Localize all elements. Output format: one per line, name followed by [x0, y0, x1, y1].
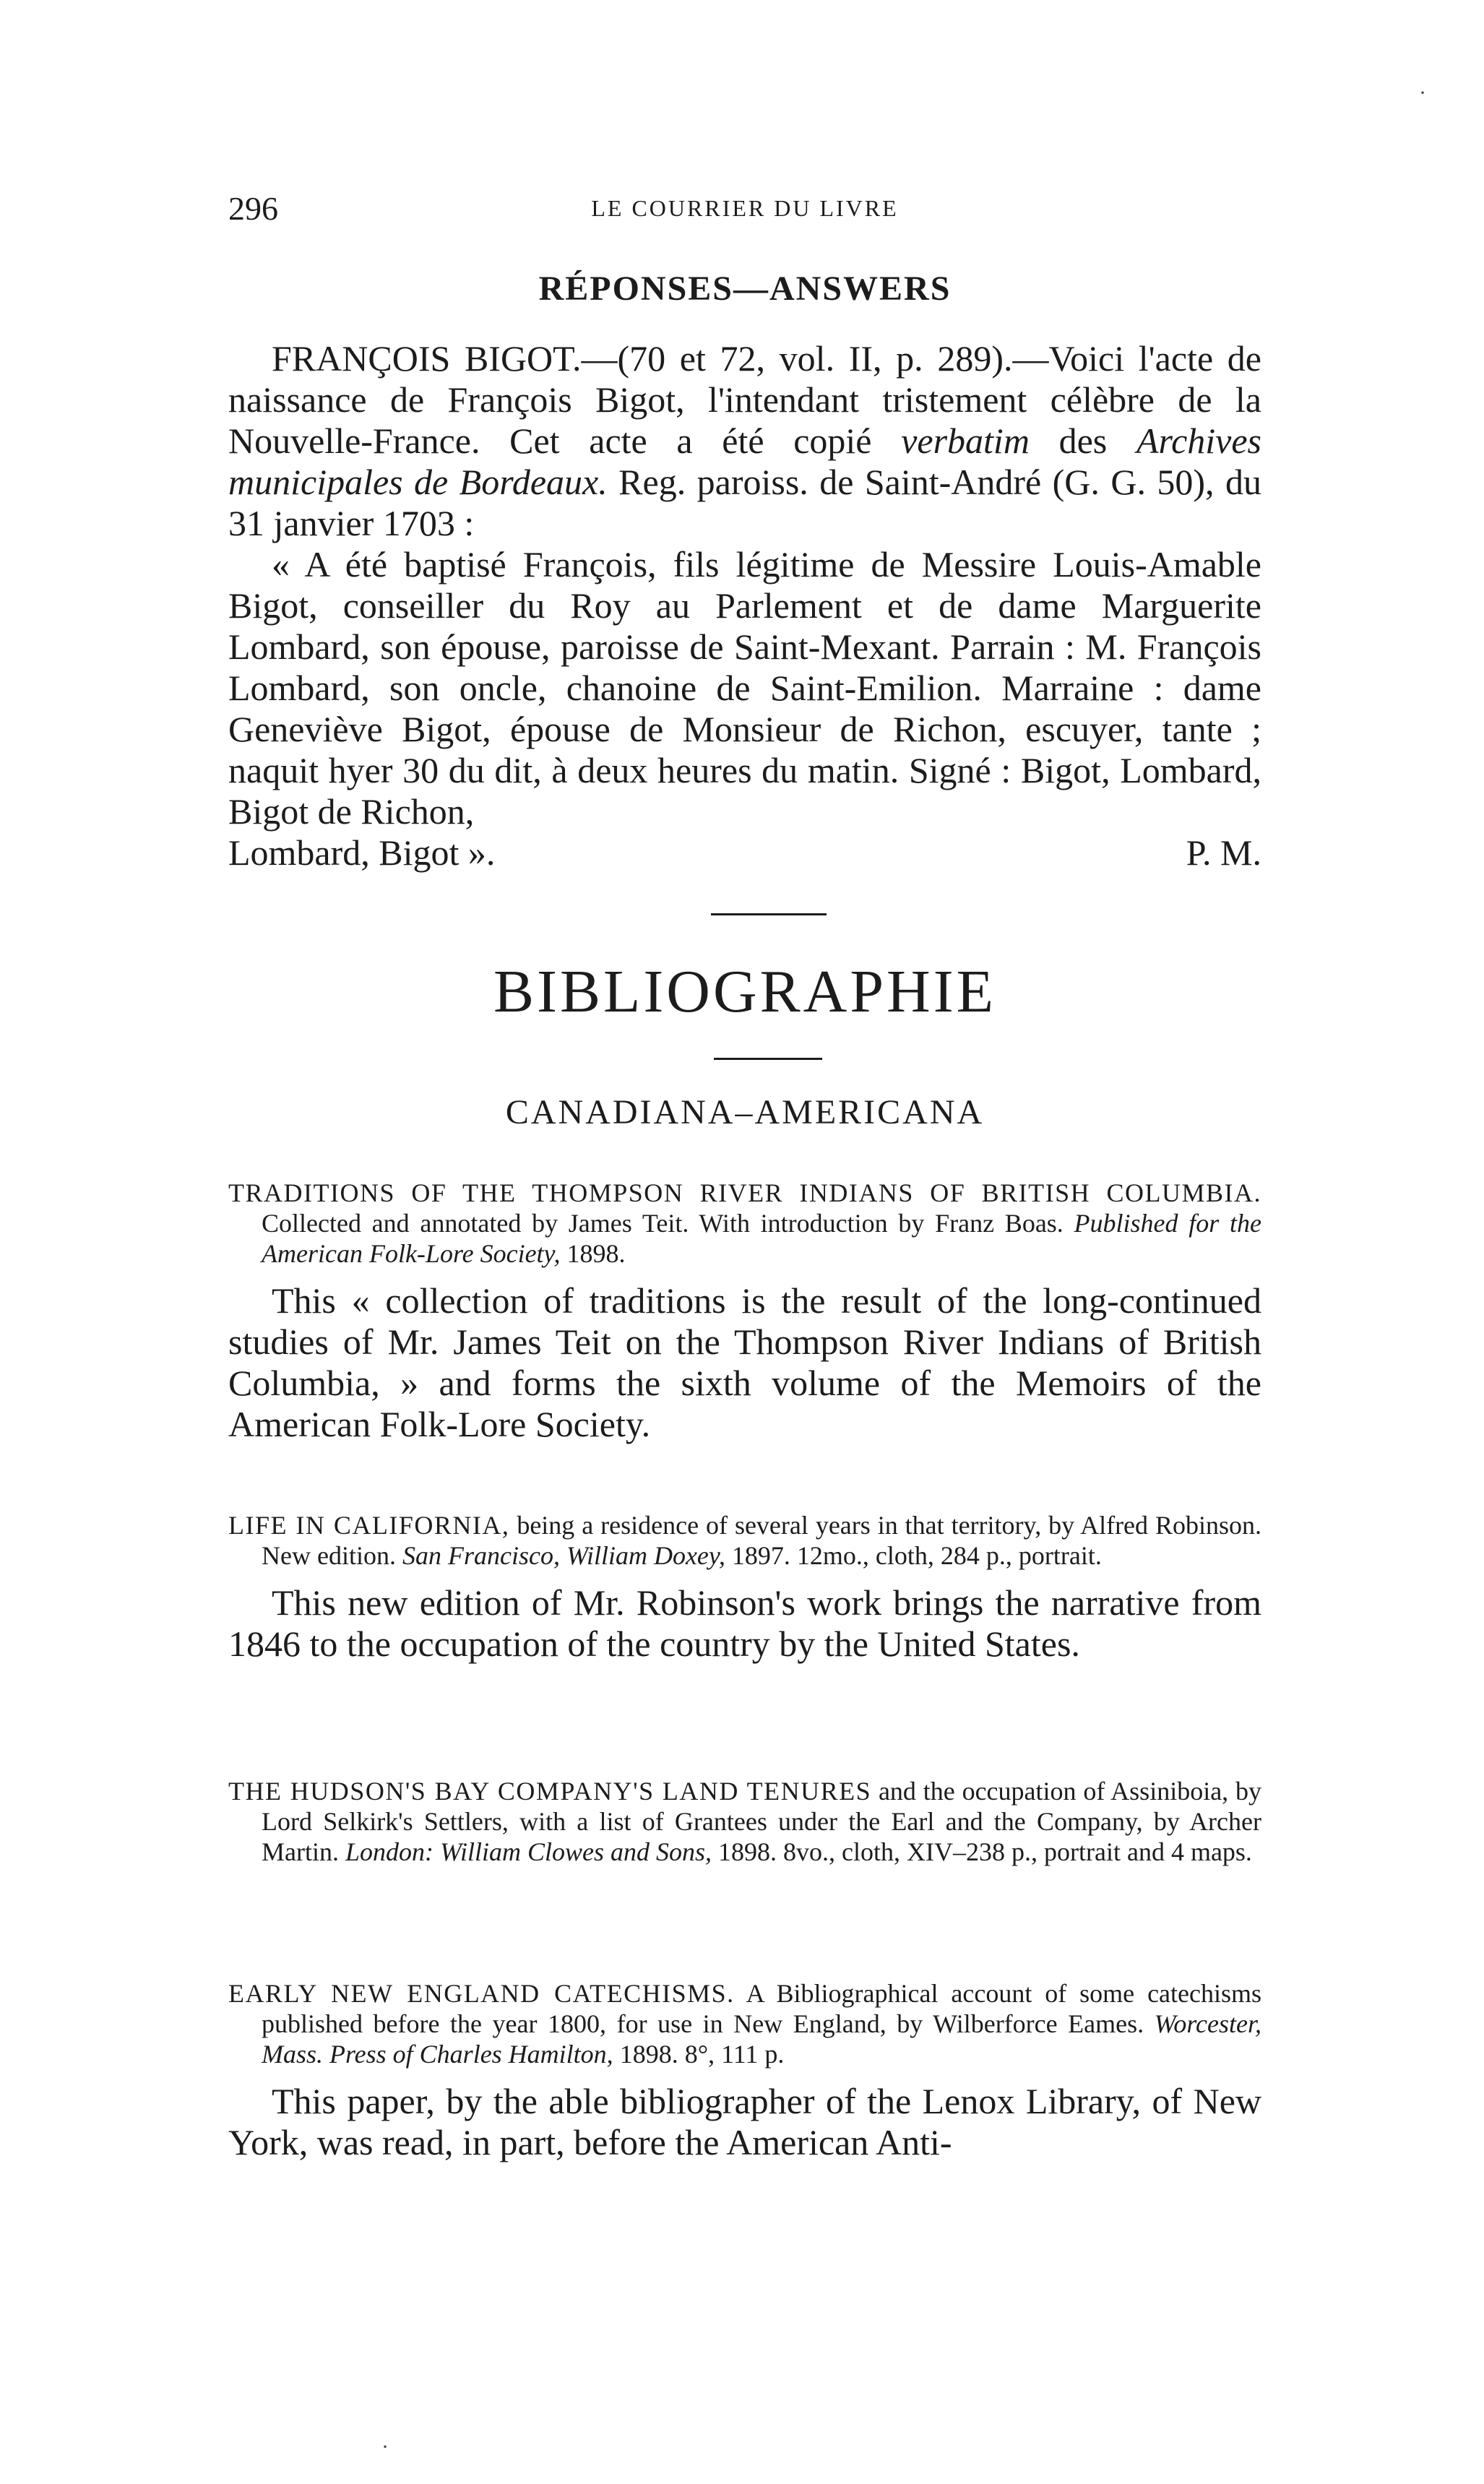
entry-citation: LIFE IN CALIFORNIA, being a residence of several years in that territory, by Alfred Robinson. New edition. San Francisco, William Doxey, 1897. 12mo., cloth, 284 p., portrait.: [228, 1511, 1262, 1570]
answers-section: [228, 269, 1261, 309]
author-initials: P. M.: [1186, 832, 1261, 873]
divider-rule: [711, 913, 827, 915]
bibliography-entry: [228, 1978, 1261, 2163]
quote-signature-line: [228, 832, 1261, 874]
page-number: 296: [228, 190, 278, 227]
entry-citation: TRADITIONS OF THE THOMPSON RIVER INDIANS OF BRITISH COLUMBIA. Collected and annotated by James Teit. With introduction by Franz Boas. Published for the American Folk-Lore Society, 1898.: [228, 1178, 1261, 1268]
quote-end: Lombard, Bigot ».: [228, 832, 496, 873]
bibliography-subtitle: CANADIANA–AMERICANA: [505, 1093, 985, 1131]
bibliography-entry: [228, 1178, 1261, 1445]
answers-body: [228, 338, 1261, 874]
scan-speck: ·: [1419, 81, 1426, 105]
divider-rule: [714, 1058, 822, 1060]
entry-citation: THE HUDSON'S BAY COMPANY'S LAND TENURES and the occupation of Assiniboia, by Lord Selkirk's Settlers, with a list of Grantees under the Earl and the Company, by Archer Martin. London: William Clowes and Sons, 1898. 8vo., cloth, XIV–238 p., portrait and 4 maps.: [228, 1777, 1262, 1866]
entry-review: This paper, by the able bibliographer of the Lenox Library, of New York, was read, in part, before the American Anti-: [228, 2081, 1261, 2162]
entry-citation: EARLY NEW ENGLAND CATECHISMS. A Bibliographical account of some catechisms published before the year 1800, for use in New England, by Wilberforce Eames. Worcester, Mass. Press of Charles Hamilton, 1898. 8°, 111 p.: [228, 1979, 1262, 2069]
running-head: LE COURRIER DU LIVRE: [591, 195, 899, 221]
bibliography-entry: [228, 1776, 1261, 1867]
bigot-intro: FRANÇOIS BIGOT.—(70 et 72, vol. II, p. 289).—Voici l'acte de naissance de François Bigot, l'intendant tristement célèbre de la Nouvelle-France. Cet acte a été copié verbatim des Archives municipales de Bordeaux. Reg. paroiss. de Saint-André (G. G. 50), du 31 janvier 1703 :: [228, 338, 1262, 543]
answers-title: RÉPONSES—ANSWERS: [538, 269, 952, 308]
entry-review: This « collection of traditions is the result of the long-continued studies of Mr. James Teit on the Thompson River Indians of British Columbia, » and forms the sixth volume of the Memoirs of the American Folk-Lore Society.: [228, 1280, 1261, 1444]
page-header: [228, 189, 1261, 233]
scan-speck: ·: [381, 2435, 389, 2459]
entry-review: This new edition of Mr. Robinson's work brings the narrative from 1846 to the occupation of the country by the United States.: [228, 1582, 1261, 1664]
baptism-quote: « A été baptisé François, fils légitime de Messire Louis-Amable Bigot, conseiller du Roy au Parlement et de dame Marguerite Lombard, son épouse, paroisse de Saint-Mexant. Parrain : M. François Lombard, son oncle, chanoine de Saint-Emilion. Marraine : dame Geneviève Bigot, épouse de Monsieur de Richon, escuyer, tante ; naquit hyer 30 du dit, à deux heures du matin. Signé : Bigot, Lombard, Bigot de Richon,: [228, 544, 1261, 832]
bibliography-title: BIBLIOGRAPHIE: [493, 958, 996, 1025]
bibliography-entry: [228, 1510, 1261, 1665]
